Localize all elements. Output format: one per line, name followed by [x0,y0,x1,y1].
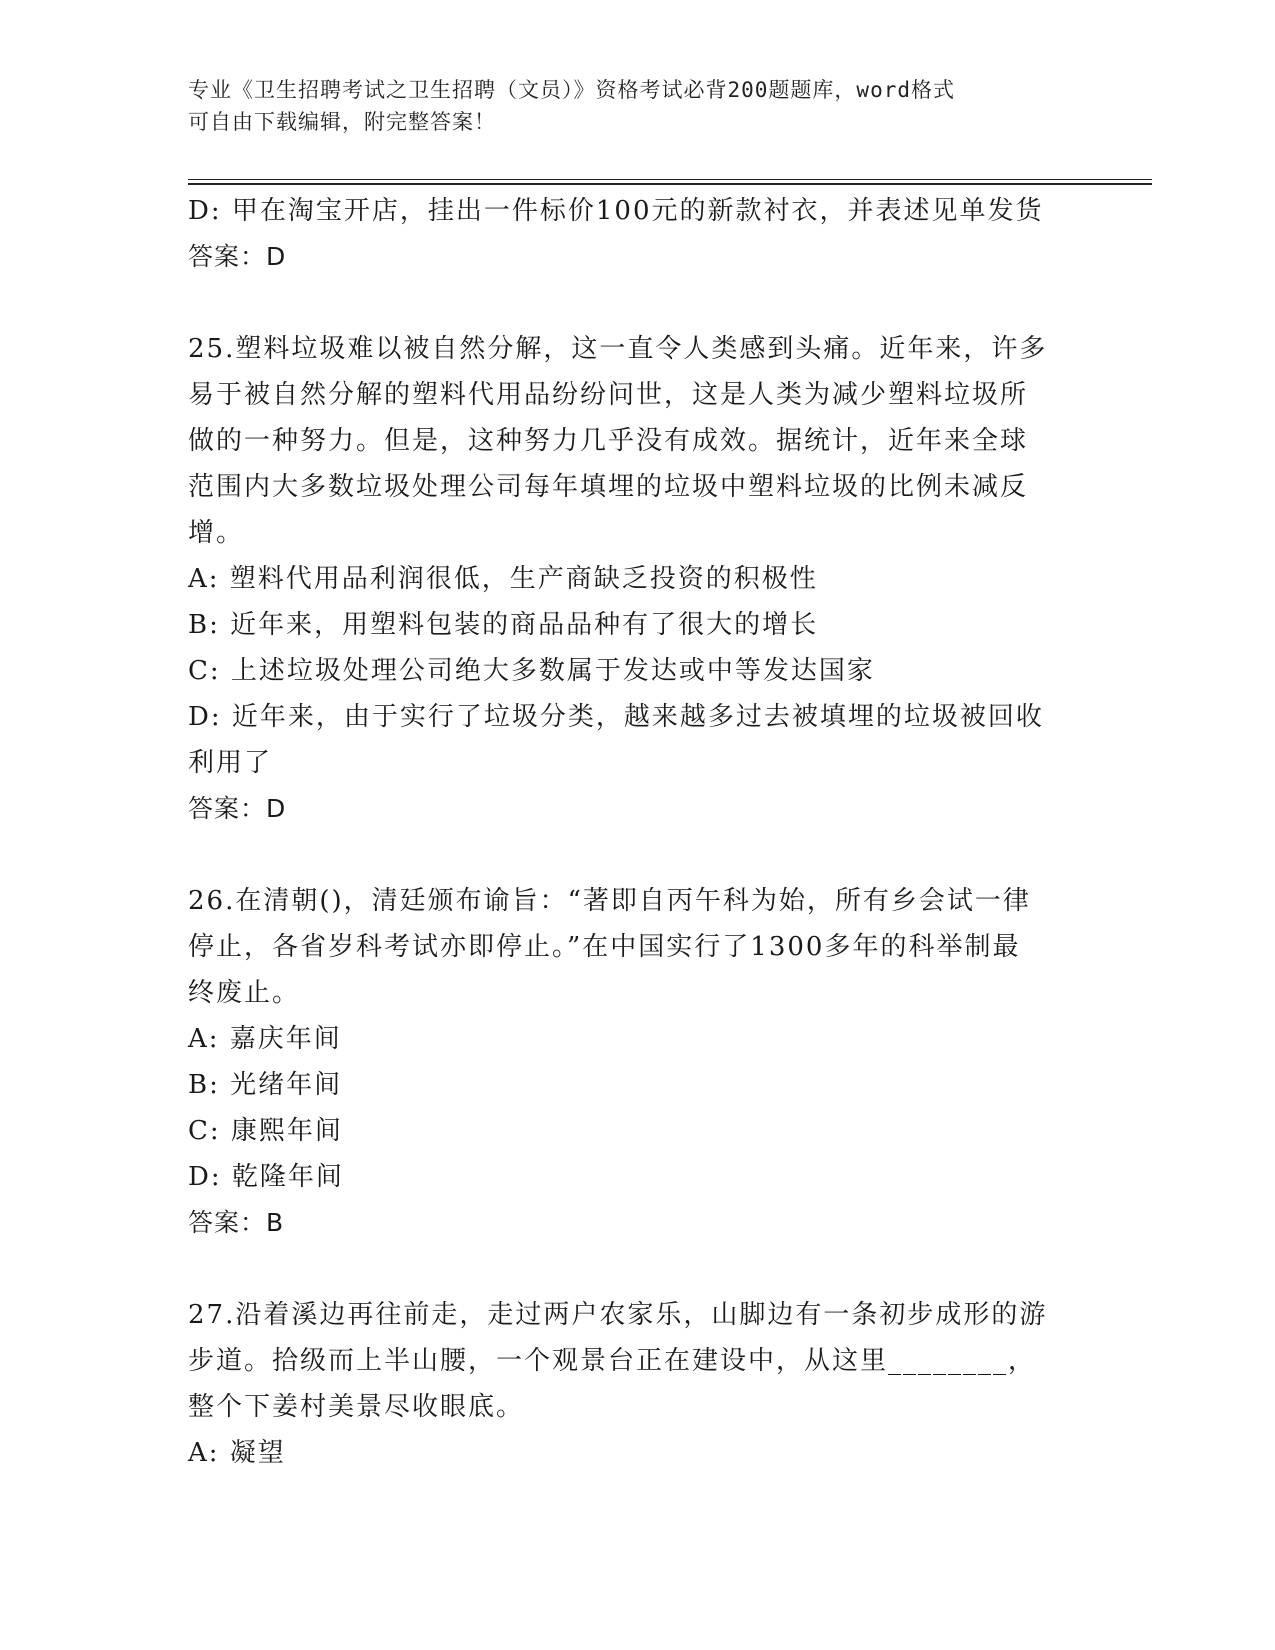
spacer [188,1246,1088,1292]
question-stem-line: 步道。拾级而上半山腰，一个观景台正在建设中，从这里________， [188,1346,1037,1376]
header-title-line-2: 可自由下载编辑，附完整答案！ [188,110,496,134]
spacer [188,280,1088,326]
option-b: B: 近年来，用塑料包装的商品品种有了很大的增长 [188,610,819,640]
question-27 [188,1292,1088,1476]
question-stem-line: 25.塑料垃圾难以被自然分解，这一直令人类感到头痛。近年来，许多 [188,334,1048,364]
question-content [188,188,1088,1476]
document-header [188,74,1068,138]
option-a: A: 塑料代用品利润很低，生产商缺乏投资的积极性 [188,564,818,594]
option-a: A: 嘉庆年间 [188,1024,342,1054]
header-divider-thick [188,183,1152,185]
question-25 [188,326,1088,832]
header-divider-thin [188,179,1152,180]
option-d-continued: 利用了 [188,748,273,778]
answer-line: 答案：D [188,794,287,823]
question-stem-line: 停止，各省岁科考试亦即停止。”在中国实行了1300多年的科举制最 [188,932,1021,962]
previous-question-tail [188,188,1088,280]
question-26 [188,878,1088,1246]
spacer [188,832,1088,878]
option-c: C: 上述垃圾处理公司绝大多数属于发达或中等发达国家 [188,656,875,686]
option-b: B: 光绪年间 [188,1070,343,1100]
question-stem-line: 整个下姜村美景尽收眼底。 [188,1392,525,1422]
question-stem-line: 27.沿着溪边再往前走，走过两户农家乐，山脚边有一条初步成形的游 [188,1300,1048,1330]
option-d: D: 近年来，由于实行了垃圾分类，越来越多过去被填埋的垃圾被回收 [188,702,1044,732]
option-d: D: 乾隆年间 [188,1162,344,1192]
question-stem-line: 增。 [188,518,245,548]
question-stem-line: 做的一种努力。但是，这种努力几乎没有成效。据统计，近年来全球 [188,426,1029,456]
question-stem-line: 范围内大多数垃圾处理公司每年填埋的垃圾中塑料垃圾的比例未减反 [188,472,1029,502]
option-d: D: 甲在淘宝开店，挂出一件标价100元的新款衬衣，并表述见单发货 [188,196,1044,226]
answer-line: 答案：D [188,242,287,271]
question-stem-line: 终废止。 [188,978,301,1008]
option-a: A: 凝望 [188,1438,286,1468]
header-title-line-1: 专业《卫生招聘考试之卫生招聘（文员）》资格考试必背200题题库，word格式 [188,78,955,102]
question-stem-line: 易于被自然分解的塑料代用品纷纷问世，这是人类为减少塑料垃圾所 [188,380,1029,410]
question-stem-line: 26.在清朝()，清廷颁布谕旨：“著即自丙午科为始，所有乡会试一律 [188,886,1031,916]
answer-line: 答案：B [188,1208,285,1237]
option-c: C: 康熙年间 [188,1116,343,1146]
